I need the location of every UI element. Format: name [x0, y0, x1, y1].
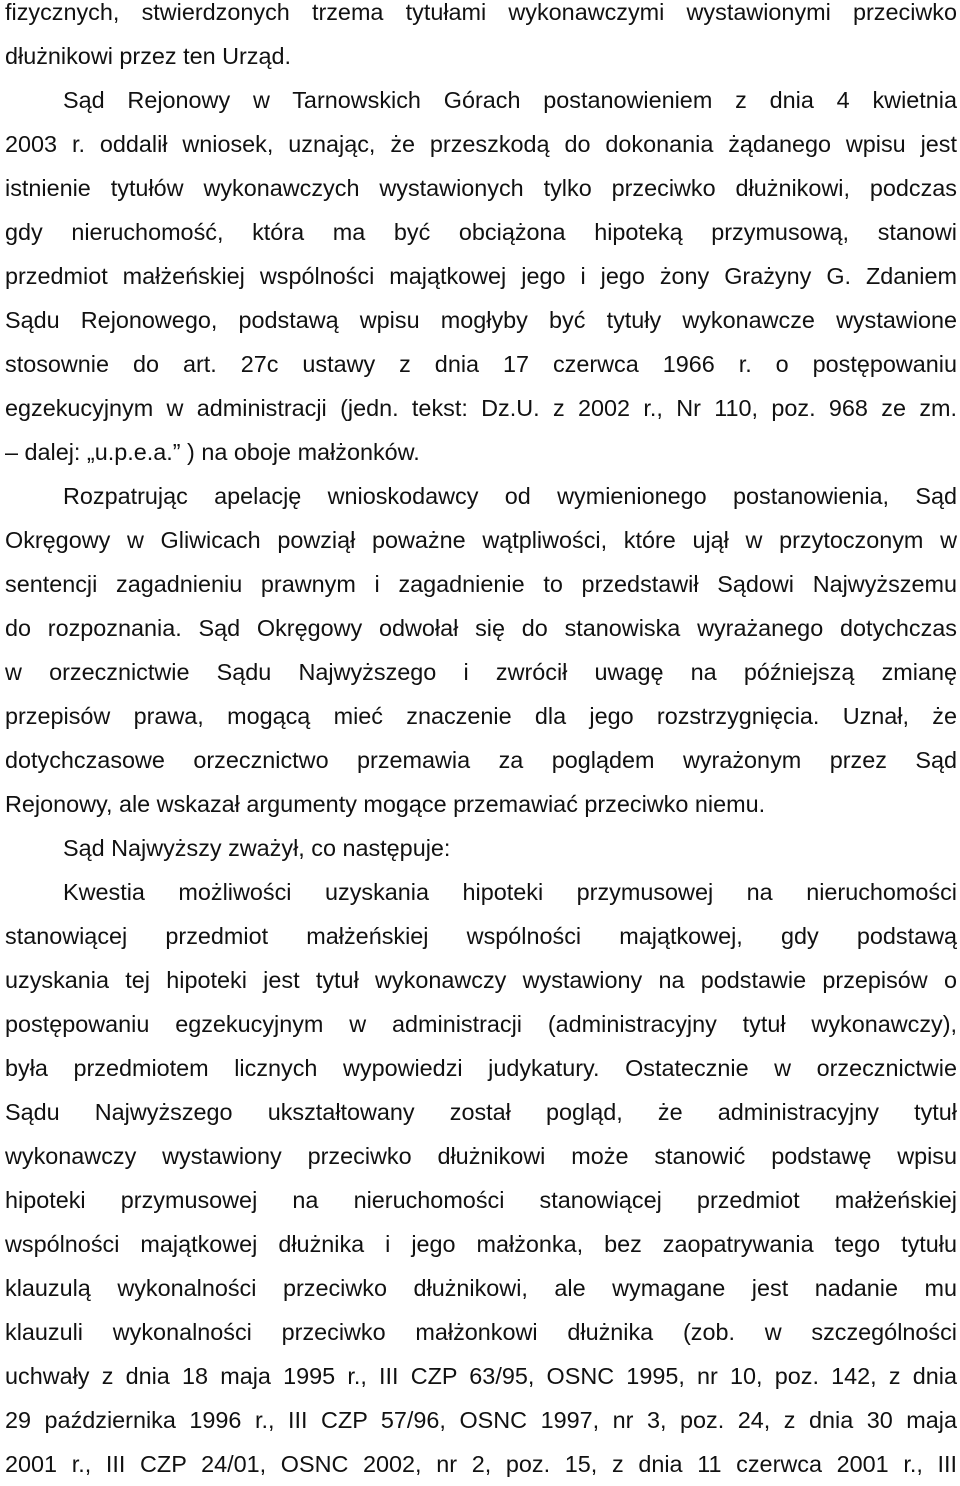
section-heading: Sąd Najwyższy zważył, co następuje:: [63, 835, 451, 861]
text-line: Sądu Rejonowego, podstawą wpisu mogłyby być tytuły wykonawcze wystawione: [5, 307, 957, 333]
text-line: sentencji zagadnieniu prawnym i zagadnienie to przedstawił Sądowi Najwyższemu: [5, 571, 957, 597]
text-line: Rejonowy, ale wskazał argumenty mogące przemawiać przeciwko niemu.: [5, 791, 766, 817]
text-line: do rozpoznania. Sąd Okręgowy odwołał się do stanowiska wyrażanego dotychczas: [5, 615, 957, 641]
text-line: egzekucyjnym w administracji (jedn. tekst: Dz.U. z 2002 r., Nr 110, poz. 968 ze zm.: [5, 395, 957, 421]
text-line: uzyskania tej hipoteki jest tytuł wykonawczy wystawiony na podstawie przepisów o: [5, 967, 957, 993]
text-line: przedmiot małżeńskiej wspólności majątkowej jego i jego żony Grażyny G. Zdaniem: [5, 263, 957, 289]
text-line: – dalej: „u.p.e.a.” ) na oboje małżonków.: [5, 439, 420, 465]
text-line: przepisów prawa, mogącą mieć znaczenie dla jego rozstrzygnięcia. Uznał, że: [5, 703, 957, 729]
text-line: uchwały z dnia 18 maja 1995 r., III CZP 63/95, OSNC 1995, nr 10, poz. 142, z dnia: [5, 1363, 957, 1389]
text-line: 29 października 1996 r., III CZP 57/96, OSNC 1997, nr 3, poz. 24, z dnia 30 maja: [5, 1407, 957, 1433]
text-line: gdy nieruchomość, która ma być obciążona hipoteką przymusową, stanowi: [5, 219, 957, 245]
text-line: dłużnikowi przez ten Urząd.: [5, 43, 292, 69]
text-line: 2003 r. oddalił wniosek, uznając, że przeszkodą do dokonania żądanego wpisu jest: [5, 131, 957, 157]
paragraph-start-line: Kwestia możliwości uzyskania hipoteki przymusowej na nieruchomości: [63, 879, 957, 905]
text-line: w orzecznictwie Sądu Najwyższego i zwrócił uwagę na późniejszą zmianę: [5, 659, 957, 685]
paragraph-start-line: Sąd Rejonowy w Tarnowskich Górach postanowieniem z dnia 4 kwietnia: [63, 87, 957, 113]
text-line: Okręgowy w Gliwicach powziął poważne wątpliwości, które ujął w przytoczonym w: [5, 527, 957, 553]
document-page: [5, 0, 957, 1486]
text-line: Sądu Najwyższego ukształtowany został pogląd, że administracyjny tytuł: [5, 1099, 957, 1125]
text-line: była przedmiotem licznych wypowiedzi judykatury. Ostatecznie w orzecznictwie: [5, 1055, 957, 1081]
text-line: wspólności majątkowej dłużnika i jego małżonka, bez zaopatrywania tego tytułu: [5, 1231, 957, 1257]
text-line: fizycznych, stwierdzonych trzema tytułami wykonawczymi wystawionymi przeciwko: [5, 0, 957, 25]
text-line: stanowiącej przedmiot małżeńskiej wspólności majątkowej, gdy podstawą: [5, 923, 957, 949]
text-line: dotychczasowe orzecznictwo przemawia za poglądem wyrażonym przez Sąd: [5, 747, 957, 773]
text-line: 2001 r., III CZP 24/01, OSNC 2002, nr 2, poz. 15, z dnia 11 czerwca 2001 r., III: [5, 1451, 957, 1477]
text-line: hipoteki przymusowej na nieruchomości stanowiącej przedmiot małżeńskiej: [5, 1187, 957, 1213]
text-line: stosownie do art. 27c ustawy z dnia 17 czerwca 1966 r. o postępowaniu: [5, 351, 957, 377]
text-line: postępowaniu egzekucyjnym w administracji (administracyjny tytuł wykonawczy),: [5, 1011, 957, 1037]
text-line: klauzuli wykonalności przeciwko małżonkowi dłużnika (zob. w szczególności: [5, 1319, 957, 1345]
text-line: klauzulą wykonalności przeciwko dłużnikowi, ale wymagane jest nadanie mu: [5, 1275, 957, 1301]
text-line: wykonawczy wystawiony przeciwko dłużnikowi może stanowić podstawę wpisu: [5, 1143, 957, 1169]
paragraph-start-line: Rozpatrując apelację wnioskodawcy od wymienionego postanowienia, Sąd: [63, 483, 957, 509]
text-line: istnienie tytułów wykonawczych wystawionych tylko przeciwko dłużnikowi, podczas: [5, 175, 957, 201]
